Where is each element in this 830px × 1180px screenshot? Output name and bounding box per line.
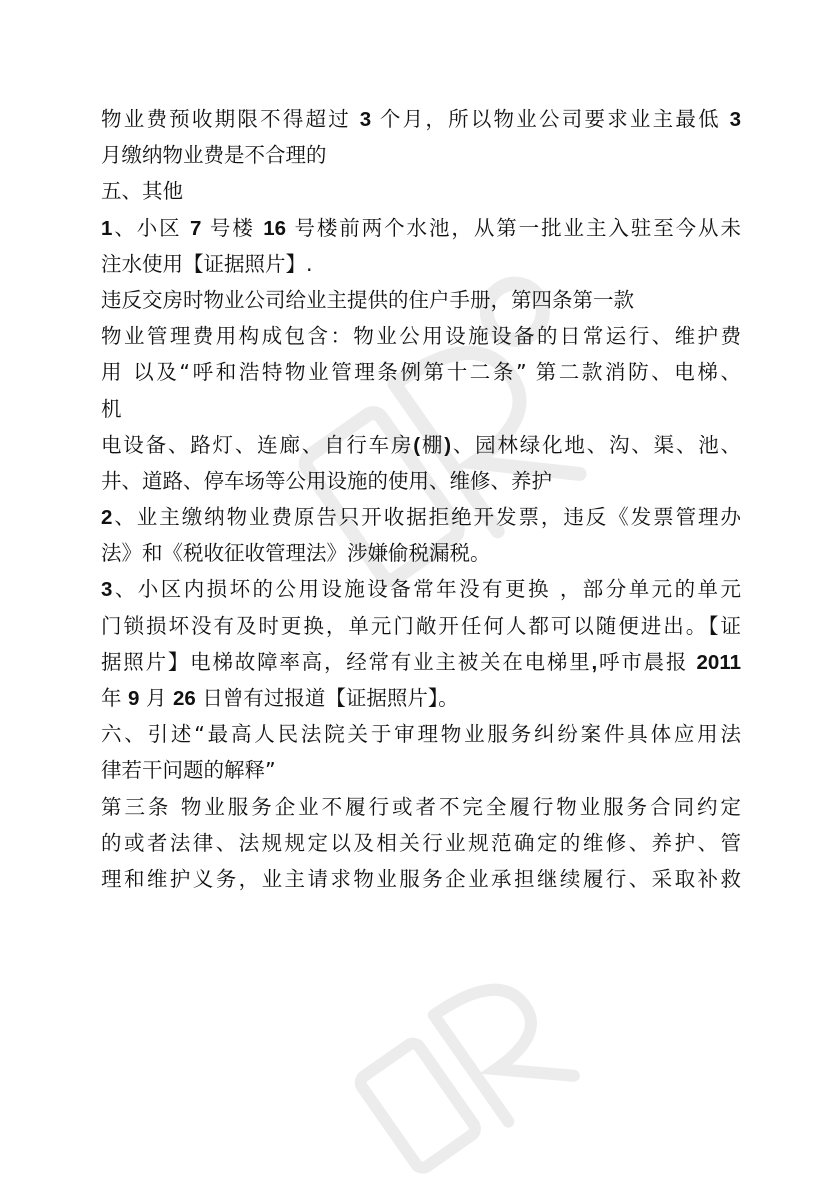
paragraph-line: 注水使用【证据照片】.: [101, 251, 313, 276]
paragraph-line: 门锁损坏没有及时更换，单元门敞开任何人都可以随便进出。【证: [101, 613, 741, 638]
paragraph-line: 电设备、路灯、连廊、自行车房(棚)、园林绿化地、沟、渠、池、: [101, 432, 742, 457]
section-heading: 六、引述“最高人民法院关于审理物业服务纠纷案件具体应用法: [101, 722, 741, 747]
paragraph-line: 机: [101, 396, 122, 421]
paragraph-line: 井、道路、停车场等公用设施的使用、维修、养护: [101, 468, 552, 493]
paragraph-line: 物业管理费用构成包含：物业公用设施设备的日常运行、维护费: [101, 324, 741, 349]
paragraph-line: 用 以及“呼和浩特物业管理条例第十二条” 第二款消防、电梯、: [101, 360, 741, 385]
paragraph-line: 据照片】电梯故障率高，经常有业主被关在电梯里,呼市晨报 2011: [101, 649, 741, 674]
paragraph-line: 物业费预收期限不得超过 3 个月，所以物业公司要求业主最低 3: [101, 107, 741, 131]
paragraph-line: 月缴纳物业费是不合理的: [101, 143, 327, 168]
list-item-line: 2、业主缴纳物业费原告只开收据拒绝开发票，违反《发票管理办: [101, 505, 741, 530]
document-body: [101, 101, 741, 897]
paragraph-line: 律若干问题的解释”: [101, 758, 276, 783]
section-heading: 五、其他: [101, 179, 183, 204]
paragraph-line: 违反交房时物业公司给业主提供的住户手册，第四条第一款: [101, 287, 634, 312]
list-item-line: 3、小区内损坏的公用设施设备常年没有更换 ，部分单元的单元: [101, 577, 741, 602]
watermark-logo-lower: [330, 960, 590, 1180]
paragraph-line: 法》和《税收征收管理法》涉嫌偷税漏税。: [101, 541, 491, 566]
list-item-line: 1、小区 7 号楼 16 号楼前两个水池，从第一批业主入驻至今从未: [101, 215, 741, 240]
paragraph-line: 的或者法律、法规规定以及相关行业规范确定的维修、养护、管: [101, 830, 741, 855]
paragraph-line: 理和维护义务，业主请求物业服务企业承担继续履行、采取补救: [101, 866, 741, 891]
paragraph-line: 第三条 物业服务企业不履行或者不完全履行物业服务合同约定: [101, 794, 741, 819]
paragraph-line: 年 9 月 26 日曾有过报道【证据照片】。: [101, 686, 459, 710]
